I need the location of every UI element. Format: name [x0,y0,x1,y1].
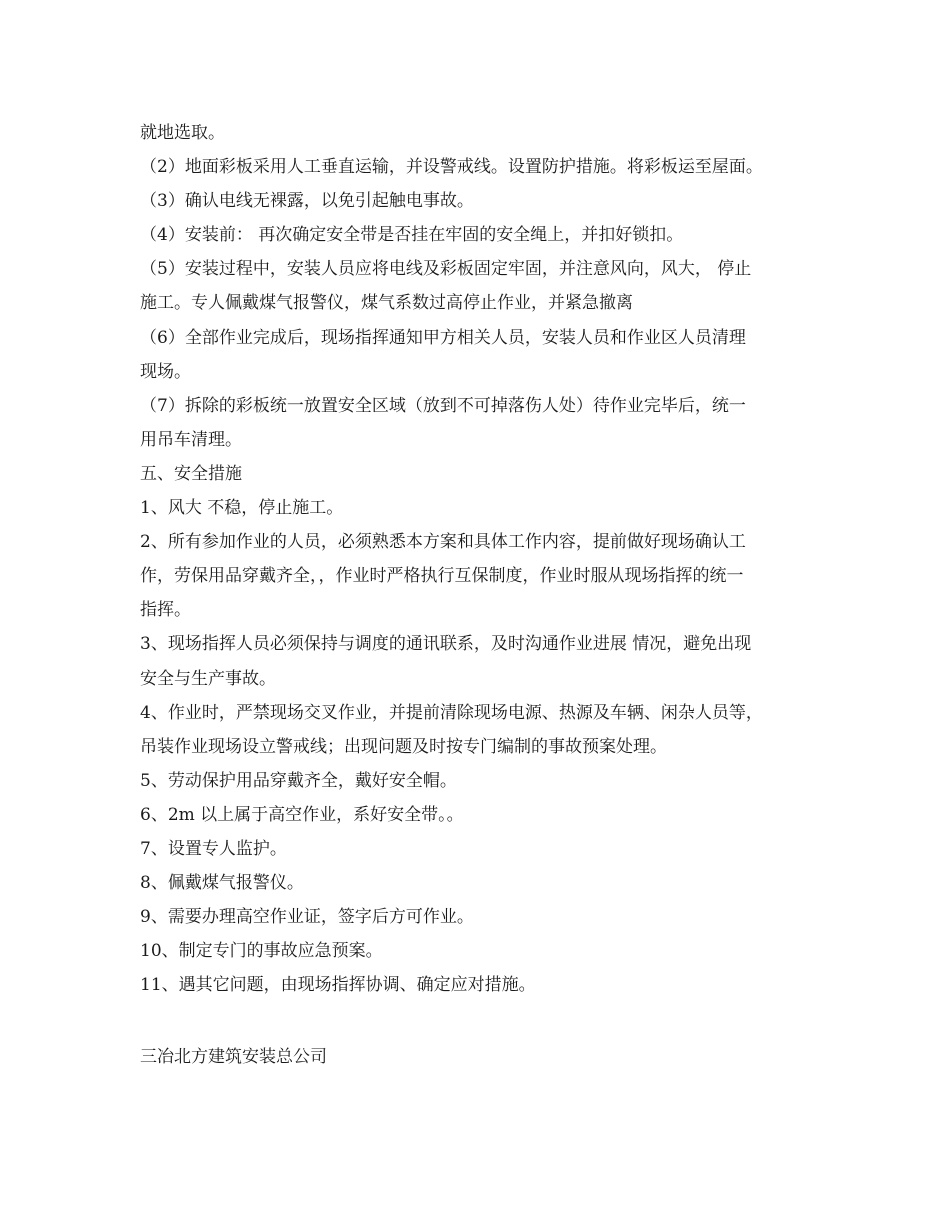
text-line: 6、2m 以上属于高空作业，系好安全带。。 [140,804,464,825]
text-line: （5）安装过程中，安装人员应将电线及彩板固定牢固，并注意风向，风大， 停止 [140,259,752,280]
text-line: 7、设置专人监护。 [140,838,287,859]
text-line: （6）全部作业完成后，现场指挥通知甲方相关人员，安装人员和作业区人员清理 [140,327,746,348]
text-line: 8、佩戴煤气报警仪。 [140,873,304,894]
text-line: （4）安装前： 再次确定安全带是否挂在牢固的安全绳上，并扣好锁扣。 [140,225,684,246]
text-line: 5、劳动保护用品穿戴齐全，戴好安全帽。 [140,770,457,791]
text-line: 吊装作业现场设立警戒线；出现问题及时按专门编制的事故预案处理。 [140,736,667,757]
text-line: 指挥。 [140,600,191,621]
text-line: 4、作业时，严禁现场交叉作业，并提前清除现场电源、热源及车辆、闲杂人员等， [140,702,763,723]
text-line: 9、需要办理高空作业证，签字后方可作业。 [140,907,474,928]
text-line: （2）地面彩板采用人工垂直运输，并设警戒线。设置防护措施。将彩板运至屋面。 [140,157,763,178]
text-line: 作，劳保用品穿戴齐全，，作业时严格执行互保制度，作业时服从现场指挥的统一 [140,566,744,587]
text-line: 11、遇其它问题，由现场指挥协调、确定应对措施。 [140,975,536,996]
text-line: 现场。 [140,361,191,382]
text-line: （3）确认电线无裸露，以免引起触电事故。 [140,191,474,212]
document-body [140,116,830,1002]
text-line: 就地选取。 [140,123,225,143]
text-line: 3、现场指挥人员必须保持与调度的通讯联系，及时沟通作业进展 情况，避免出现 [140,634,752,655]
company-signature: 三冶北方建筑安装总公司 [140,1047,327,1067]
text-line: 10、制定专门的事故应急预案。 [140,941,383,962]
text-line: （7）拆除的彩板统一放置安全区域（放到不可掉落伤人处）待作业完毕后，统一 [140,395,746,416]
text-line: 用吊车清理。 [140,429,242,450]
text-line: 2、所有参加作业的人员，必须熟悉本方案和具体工作内容，提前做好现场确认工 [140,532,746,553]
section-heading: 五、安全措施 [140,463,242,484]
text-line: 施工。专人佩戴煤气报警仪，煤气系数过高停止作业，并紧急撤离 [140,293,633,314]
text-line: 1、风大 不稳，停止施工。 [140,498,344,519]
text-line: 安全与生产事故。 [140,668,276,689]
